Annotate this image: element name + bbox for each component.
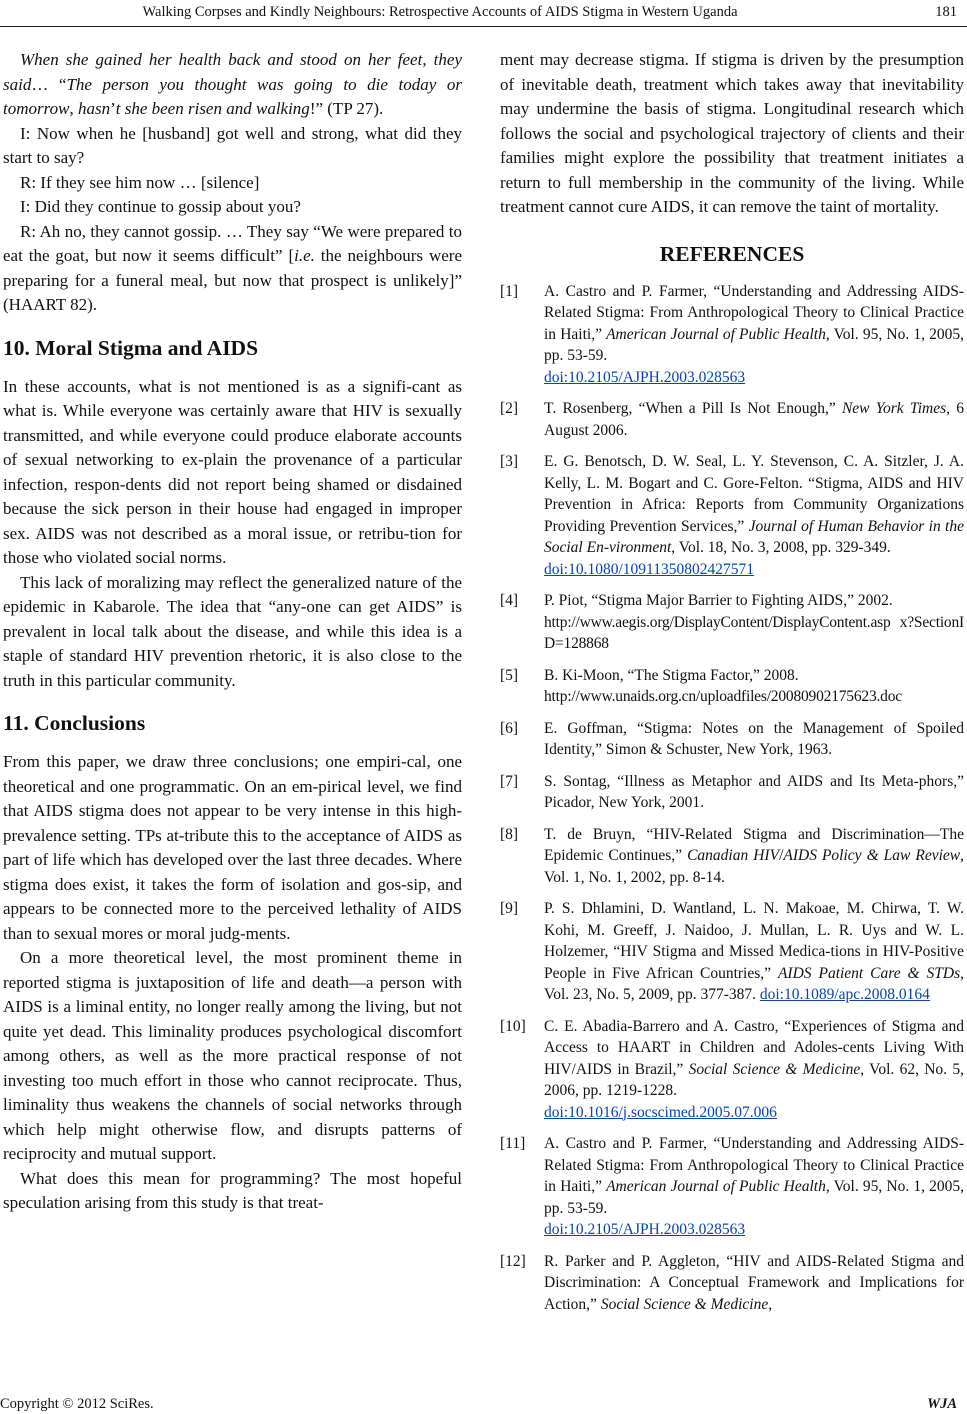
reference-text: B. Ki-Moon, “The Stigma Factor,” 2008. http://www.unaids.org.cn/uploadfiles/20080902175623.doc	[544, 666, 902, 705]
body-paragraph: This lack of moralizing may reflect the generalized nature of the epidemic in Kabarole. The idea that “any-one can get AIDS” is prevalent in local talk about the disease, and while this idea is a staple of standard HIV prevention rhetoric, it is also close to the truth in this particular community.	[3, 572, 462, 690]
left-column	[3, 48, 462, 1216]
doi-link[interactable]: doi:10.1080/10911350802427571	[544, 560, 754, 578]
interview-line: R: Ah no, they cannot gossip. … They say “We were prepared to eat the goat, but now it seems difficult” [i.e. the neighbours were preparing for a funeral meal, but now that prospect is unlikely]” (HAART 82).	[3, 221, 462, 314]
right-column	[500, 48, 964, 1325]
reference-text: T. Rosenberg, “When a Pill Is Not Enough,” New York Times, 6 August 2006.	[544, 400, 965, 439]
reference-number: [8]	[500, 825, 519, 843]
body-paragraph: In these accounts, what is not mentioned is as a signifi-cant as what is. While everyone was certainly aware that HIV is sexually transmitted, and while everyone could produce elaborate accounts of sexual networking to ex-plain the provenance of a particular infection, respon-dents did not report being shamed or disdained because the sick person in their house had engaged in improper sex. AIDS was not described as a moral issue, or retribu-tion for those who violated social norms.	[3, 376, 462, 567]
reference-list	[500, 281, 964, 1316]
section-heading-10: 10. Moral Stigma and AIDS	[3, 335, 259, 360]
page-header	[0, 0, 967, 30]
copyright-notice: Copyright © 2012 SciRes.	[0, 1396, 154, 1412]
reference-item	[500, 771, 964, 814]
reference-item	[500, 1133, 964, 1241]
reference-text: E. Goffman, “Stigma: Notes on the Management of Spoiled Identity,” Simon & Schuster, New York, 1963.	[544, 719, 964, 758]
doi-link[interactable]: doi:10.2105/AJPH.2003.028563	[544, 368, 746, 386]
reference-item	[500, 281, 964, 389]
reference-item	[500, 1251, 964, 1316]
quote-paragraph: When she gained her health back and stood on her feet, they said… “The person you thought was going to die today or tomorrow, hasn’t she been risen and walking!” (TP 27).	[3, 50, 462, 118]
body-paragraph: ment may decrease stigma. If stigma is driven by the presumption of inevitable death, treatment which takes away that inevitability may undermine the basis of stigma. Longitudinal research which follows the social and psychological trajectory of clients and their families might explore the possibility that treatment initiates a return to full membership in the community of the living. While treatment cannot cure AIDS, it can remove the taint of mortality.	[500, 50, 964, 216]
body-paragraph: What does this mean for programming? The most hopeful speculation arising from this study is that treat-	[3, 1168, 462, 1212]
reference-text: P. Piot, “Stigma Major Barrier to Fighting AIDS,” 2002. http://www.aegis.org/DisplayContent/DisplayContent.asp x?SectionID=128868	[544, 592, 964, 652]
interview-line: I: Did they continue to gossip about you?	[20, 197, 301, 216]
reference-text: A. Castro and P. Farmer, “Understanding and Addressing AIDS-Related Stigma: From Anthropological Theory to Clinical Practice in Haiti,” American Journal of Public Health, Vol. 95, No. 1, 2005, pp. 53-59. doi:10.2105/AJPH.2003.028563	[544, 1135, 964, 1238]
reference-item	[500, 824, 964, 889]
reference-text: C. E. Abadia-Barrero and A. Castro, “Experiences of Stigma and Access to HAART in Children and Adoles-cents Living With HIV/AIDS in Brazil,” Social Science & Medicine, Vol. 62, No. 5, 2006, pp. 1219-1228. doi:10.1016/j.socscimed.2005.07.006	[544, 1017, 964, 1121]
reference-text: E. G. Benotsch, D. W. Seal, L. Y. Stevenson, C. A. Sitzler, J. A. Kelly, L. M. Bogart and C. Gore-Felton. “Stigma, AIDS and HIV Prevention in Africa: Reports from Community Organizations Providing Prevention Services,” Journal of Human Behavior in the Social En-vironment, Vol. 18, No. 3, 2008, pp. 329-349. doi:10.1080/10911350802427571	[544, 453, 964, 578]
doi-link[interactable]: doi:10.1016/j.socscimed.2005.07.006	[544, 1103, 777, 1121]
reference-number: [10]	[500, 1017, 526, 1035]
reference-item	[500, 898, 964, 1006]
body-paragraph: From this paper, we draw three conclusions; one empiri-cal, one theoretical and one programmatic. On an em-pirical level, we find that AIDS stigma does not appear to be very intense in this high-prevalence setting. TPs at-tribute this to the acceptance of AIDS as part of life which has developed over the last three decades. Where stigma does exist, it takes the form of isolation and gos-sip, and appears to be connected more to the perceived lethality of AIDS than to sexual mores or moral judg-ments.	[3, 752, 462, 943]
reference-number: [2]	[500, 400, 519, 417]
reference-item	[500, 1016, 964, 1124]
references-heading: REFERENCES	[659, 241, 805, 266]
reference-item	[500, 665, 964, 708]
reference-number: [5]	[500, 666, 519, 684]
reference-number: [1]	[500, 282, 519, 300]
reference-text: T. de Bruyn, “HIV-Related Stigma and Discrimination—The Epidemic Continues,” Canadian HIV/AIDS Policy & Law Review, Vol. 1, No. 1, 2002, pp. 8-14.	[544, 825, 965, 886]
reference-item	[500, 718, 964, 761]
reference-number: [11]	[500, 1135, 526, 1152]
doi-link[interactable]: doi:10.2105/AJPH.2003.028563	[544, 1221, 746, 1238]
doi-link[interactable]: doi:10.1089/apc.2008.0164	[759, 986, 930, 1003]
body-paragraph: On a more theoretical level, the most prominent theme in reported stigma is juxtaposition of life and death—a person with AIDS is a liminal entity, no longer really among the living, but not quite yet dead. This liminality produces psychological discomfort among others, as well as the more practical response of not investing too much effort in those who cannot reciprocate. Thus, liminality thus weakens the channels of social networks through which help might otherwise flow, and disrupts patterns of reciprocity and mutual support.	[3, 948, 462, 1163]
reference-text: S. Sontag, “Illness as Metaphor and AIDS and Its Meta-phors,” Picador, New York, 2001.	[544, 772, 964, 811]
reference-item	[500, 398, 964, 441]
reference-item	[500, 451, 964, 580]
reference-text: R. Parker and P. Aggleton, “HIV and AIDS-Related Stigma and Discrimination: A Conceptual Framework and Implications for Action,” Social Science & Medicine,	[544, 1252, 964, 1313]
reference-text: P. S. Dhlamini, D. Wantland, L. N. Makoae, M. Chirwa, T. W. Kohi, M. Greeff, J. Naidoo, J. Mullan, L. R. Uys and W. L. Holzemer, “HIV Stigma and Missed Medica-tions in HIV-Positive People in Five African Countries,” AIDS Patient Care & STDs, Vol. 23, No. 5, 2009, pp. 377-387. doi:10.1089/apc.2008.0164	[544, 900, 964, 1003]
running-title: Walking Corpses and Kindly Neighbours: Retrospective Accounts of AIDS Stigma in Western Uganda	[142, 4, 738, 20]
interview-line: I: Now when he [husband] got well and strong, what did they start to say?	[3, 123, 462, 167]
journal-abbrev: WJA	[927, 1396, 957, 1412]
reference-number: [9]	[500, 900, 519, 917]
section-heading-11: 11. Conclusions	[3, 711, 146, 735]
reference-number: [3]	[500, 453, 519, 470]
reference-text: A. Castro and P. Farmer, “Understanding and Addressing AIDS-Related Stigma: From Anthropological Theory to Clinical Practice in Haiti,” American Journal of Public Health, Vol. 95, No. 1, 2005, pp. 53-59. doi:10.2105/AJPH.2003.028563	[544, 282, 964, 386]
reference-item	[500, 590, 964, 655]
header-rule	[0, 26, 967, 27]
page-number: 181	[935, 4, 957, 20]
reference-number: [12]	[500, 1252, 526, 1270]
reference-number: [4]	[500, 592, 519, 609]
interview-line: R: If they see him now … [silence]	[20, 172, 260, 192]
reference-number: [7]	[500, 772, 519, 790]
reference-number: [6]	[500, 719, 519, 737]
